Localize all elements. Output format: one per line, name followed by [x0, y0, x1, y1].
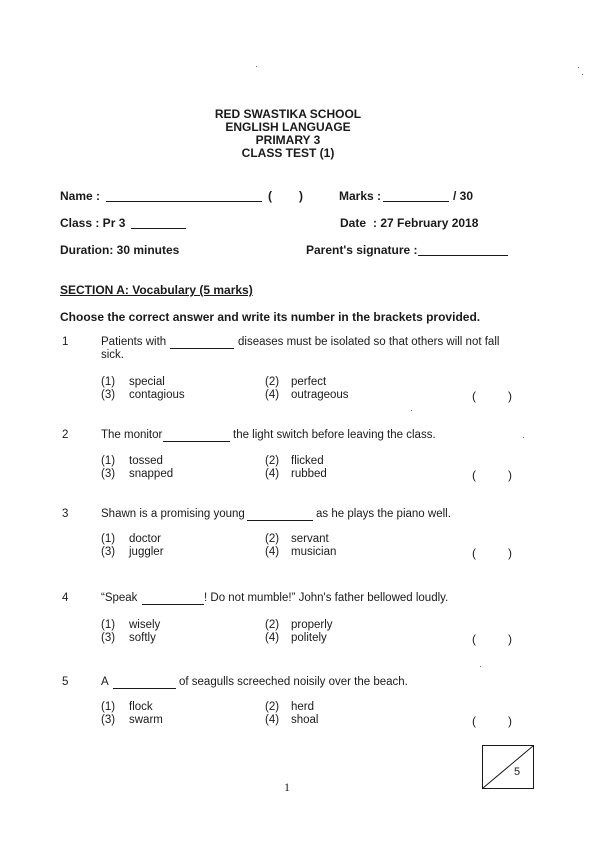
- question-5-option-3: swarm: [129, 714, 163, 726]
- question-2-option-2-num: (2): [265, 455, 280, 467]
- scan-speck: [582, 74, 583, 75]
- question-5-option-4-num: (4): [265, 714, 280, 726]
- question-2-option-1: tossed: [129, 455, 163, 467]
- question-3-option-2: servant: [291, 533, 329, 545]
- question-4-option-4: politely: [291, 632, 327, 644]
- question-4-blank[interactable]: [142, 594, 204, 605]
- question-1-option-3-num: (3): [101, 389, 116, 401]
- question-2-option-3-num: (3): [101, 468, 116, 480]
- question-1-answer-close: ): [508, 389, 512, 403]
- question-4-answer-close: ): [508, 632, 512, 646]
- scan-speck: [411, 410, 412, 411]
- scan-speck: [523, 437, 524, 438]
- school-name: RED SWASTIKA SCHOOL: [214, 107, 362, 121]
- question-5-text-before: A: [101, 676, 109, 688]
- question-2-answer-close: ): [508, 468, 512, 482]
- question-5-option-1-num: (1): [101, 701, 116, 713]
- date-value: : 27 February 2018: [373, 216, 479, 230]
- question-4-option-3-num: (3): [101, 632, 116, 644]
- question-3-option-1-num: (1): [101, 533, 116, 545]
- question-5-answer-open[interactable]: (: [472, 714, 476, 728]
- question-1-option-2: perfect: [291, 376, 327, 388]
- class-blank[interactable]: [131, 218, 186, 229]
- test-title: CLASS TEST (1): [241, 146, 335, 160]
- question-4-option-1-num: (1): [101, 619, 116, 631]
- page-number: 1: [284, 780, 290, 794]
- question-5-number: 5: [62, 676, 69, 688]
- question-3-option-3-num: (3): [101, 546, 116, 558]
- question-1-option-2-num: (2): [265, 376, 280, 388]
- question-5-answer-close: ): [508, 714, 512, 728]
- question-1-option-4-num: (4): [265, 389, 280, 401]
- question-4-option-1: wisely: [129, 619, 161, 631]
- question-3-blank[interactable]: [247, 510, 313, 521]
- question-4-option-2-num: (2): [265, 619, 280, 631]
- question-2-option-3: snapped: [129, 468, 174, 480]
- question-1-number: 1: [62, 336, 69, 348]
- name-blank[interactable]: [106, 191, 262, 202]
- marks-blank[interactable]: [383, 191, 449, 202]
- question-5-blank[interactable]: [113, 678, 176, 689]
- question-3-answer-open[interactable]: (: [472, 546, 476, 560]
- question-3-text-before: Shawn is a promising young: [101, 508, 245, 520]
- question-1-option-1-num: (1): [101, 376, 116, 388]
- question-5-option-2-num: (2): [265, 701, 280, 713]
- score-box-frame: [482, 745, 534, 789]
- level-title: PRIMARY 3: [255, 133, 321, 147]
- question-4-option-4-num: (4): [265, 632, 280, 644]
- score-box: [482, 745, 534, 789]
- scan-speck: [480, 666, 481, 667]
- marks-label: Marks :: [339, 189, 382, 203]
- question-5-option-4: shoal: [291, 714, 319, 726]
- subject-title: ENGLISH LANGUAGE: [225, 120, 351, 134]
- name-label: Name :: [60, 189, 101, 203]
- question-5-option-3-num: (3): [101, 714, 116, 726]
- question-1-option-1: special: [129, 376, 165, 388]
- question-1-option-3: contagious: [129, 389, 185, 401]
- question-4-number: 4: [62, 592, 69, 604]
- section-title: SECTION A: Vocabulary (5 marks): [60, 283, 253, 297]
- question-2-option-2: flicked: [291, 455, 324, 467]
- question-5-option-2: herd: [291, 701, 315, 713]
- question-2-option-4: rubbed: [291, 468, 327, 480]
- question-1-option-4: outrageous: [291, 389, 349, 401]
- class-label: Class : Pr 3: [60, 216, 126, 230]
- question-3-option-4: musician: [291, 546, 337, 558]
- question-3-answer-close: ): [508, 546, 512, 560]
- signature-label: Parent's signature :: [306, 243, 418, 257]
- question-3-option-4-num: (4): [265, 546, 280, 558]
- register-paren-close: ): [299, 189, 303, 203]
- question-2-blank[interactable]: [163, 431, 230, 442]
- question-4-option-2: properly: [291, 619, 333, 631]
- question-2-option-4-num: (4): [265, 468, 280, 480]
- register-paren-open: (: [268, 189, 272, 203]
- question-1-text-after: diseases must be isolated so that others will not fall: [238, 336, 500, 348]
- question-1-answer-open[interactable]: (: [472, 389, 476, 403]
- score-box-value: 5: [514, 766, 521, 778]
- question-1-blank[interactable]: [170, 338, 234, 349]
- marks-total: / 30: [453, 189, 474, 203]
- question-3-number: 3: [62, 508, 69, 520]
- question-3-option-1: doctor: [129, 533, 161, 545]
- date-label: Date: [340, 216, 367, 230]
- duration-label: Duration: 30 minutes: [60, 243, 180, 257]
- question-5-option-1: flock: [129, 701, 153, 713]
- question-4-option-3: softly: [129, 632, 156, 644]
- question-1-text-line2: sick.: [101, 349, 124, 361]
- question-2-option-1-num: (1): [101, 455, 116, 467]
- question-3-option-2-num: (2): [265, 533, 280, 545]
- question-5-text-after: of seagulls screeched noisily over the beach.: [179, 676, 408, 688]
- question-2-text-before: The monitor: [101, 429, 163, 441]
- signature-blank[interactable]: [418, 245, 508, 256]
- question-2-text-after: the light switch before leaving the class.: [233, 429, 436, 441]
- scan-speck: [256, 66, 257, 67]
- question-4-text-after: ! Do not mumble!” John's father bellowed loudly.: [204, 592, 449, 604]
- section-instruction: Choose the correct answer and write its number in the brackets provided.: [60, 310, 481, 324]
- question-4-text-before: “Speak: [101, 592, 138, 604]
- question-3-text-after: as he plays the piano well.: [316, 508, 451, 520]
- question-2-number: 2: [62, 429, 69, 441]
- question-3-option-3: juggler: [129, 546, 164, 558]
- scan-speck: [578, 67, 579, 68]
- question-4-answer-open[interactable]: (: [472, 632, 476, 646]
- question-2-answer-open[interactable]: (: [472, 468, 476, 482]
- question-1-text-before: Patients with: [101, 336, 167, 348]
